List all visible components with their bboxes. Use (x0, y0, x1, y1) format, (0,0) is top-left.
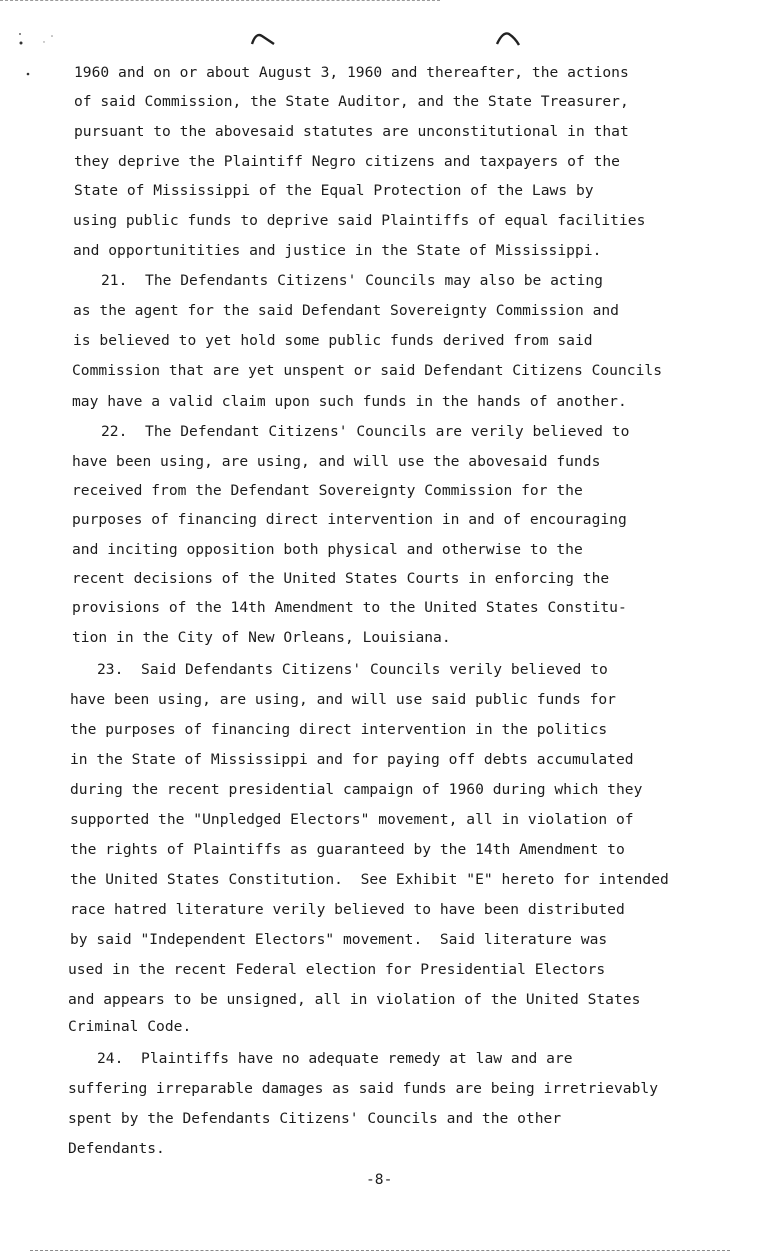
text-line: State of Mississippi of the Equal Protection of the Laws by (74, 182, 594, 199)
text-line: 24. Plaintiffs have no adequate remedy at law and are (97, 1050, 573, 1067)
bottom-dashed-edge (30, 1250, 730, 1251)
text-line: as the agent for the said Defendant Sovereignty Commission and (73, 302, 619, 319)
text-line: Criminal Code. (68, 1018, 192, 1035)
text-line: using public funds to deprive said Plaintiffs of equal facilities (73, 212, 646, 229)
text-line: 1960 and on or about August 3, 1960 and thereafter, the actions (74, 64, 629, 81)
text-line: have been using, are using, and will use the abovesaid funds (72, 453, 601, 470)
paper-fastener-mark-left (250, 30, 276, 48)
text-line: and inciting opposition both physical and otherwise to the (72, 541, 583, 558)
scan-specks (14, 28, 54, 78)
text-line: purposes of financing direct intervention in and of encouraging (72, 511, 627, 528)
text-line: the rights of Plaintiffs as guaranteed by the 14th Amendment to (70, 841, 625, 858)
text-line: Defendants. (68, 1140, 165, 1157)
text-line: 22. The Defendant Citizens' Councils are verily believed to (101, 423, 630, 440)
text-line: 23. Said Defendants Citizens' Councils verily believed to (97, 661, 608, 678)
text-line: the purposes of financing direct intervention in the politics (70, 721, 608, 738)
text-line: pursuant to the abovesaid statutes are unconstitutional in that (74, 123, 629, 140)
text-line: is believed to yet hold some public funds derived from said (73, 332, 593, 349)
text-line: supported the "Unpledged Electors" movement, all in violation of (70, 811, 634, 828)
text-line: and appears to be unsigned, all in violation of the United States (68, 991, 641, 1008)
text-line: used in the recent Federal election for Presidential Electors (68, 961, 606, 978)
text-line: by said "Independent Electors" movement. Said literature was (70, 931, 608, 948)
text-line: race hatred literature verily believed to have been distributed (70, 901, 625, 918)
text-line: have been using, are using, and will use said public funds for (70, 691, 616, 708)
text-line: recent decisions of the United States Courts in enforcing the (72, 570, 610, 587)
text-line: in the State of Mississippi and for paying off debts accumulated (70, 751, 634, 768)
text-line: during the recent presidential campaign of 1960 during which they (70, 781, 643, 798)
text-line: Commission that are yet unspent or said Defendant Citizens Councils (72, 362, 663, 379)
text-line: spent by the Defendants Citizens' Councils and the other (68, 1110, 562, 1127)
page-number: -8- (366, 1171, 393, 1188)
text-line: the United States Constitution. See Exhibit "E" hereto for intended (70, 871, 669, 888)
top-dashed-edge (0, 0, 440, 1)
paper-fastener-mark-right (495, 30, 521, 48)
text-line: received from the Defendant Sovereignty Commission for the (72, 482, 583, 499)
text-line: provisions of the 14th Amendment to the United States Constitu- (72, 599, 627, 616)
text-line: may have a valid claim upon such funds in the hands of another. (72, 393, 627, 410)
text-line: 21. The Defendants Citizens' Councils may also be acting (101, 272, 603, 289)
text-line: suffering irreparable damages as said funds are being irretrievably (68, 1080, 659, 1097)
text-line: tion in the City of New Orleans, Louisiana. (72, 629, 451, 646)
text-line: of said Commission, the State Auditor, and the State Treasurer, (74, 93, 629, 110)
text-line: they deprive the Plaintiff Negro citizens and taxpayers of the (74, 153, 620, 170)
text-line: and opportunitities and justice in the State of Mississippi. (73, 242, 602, 259)
